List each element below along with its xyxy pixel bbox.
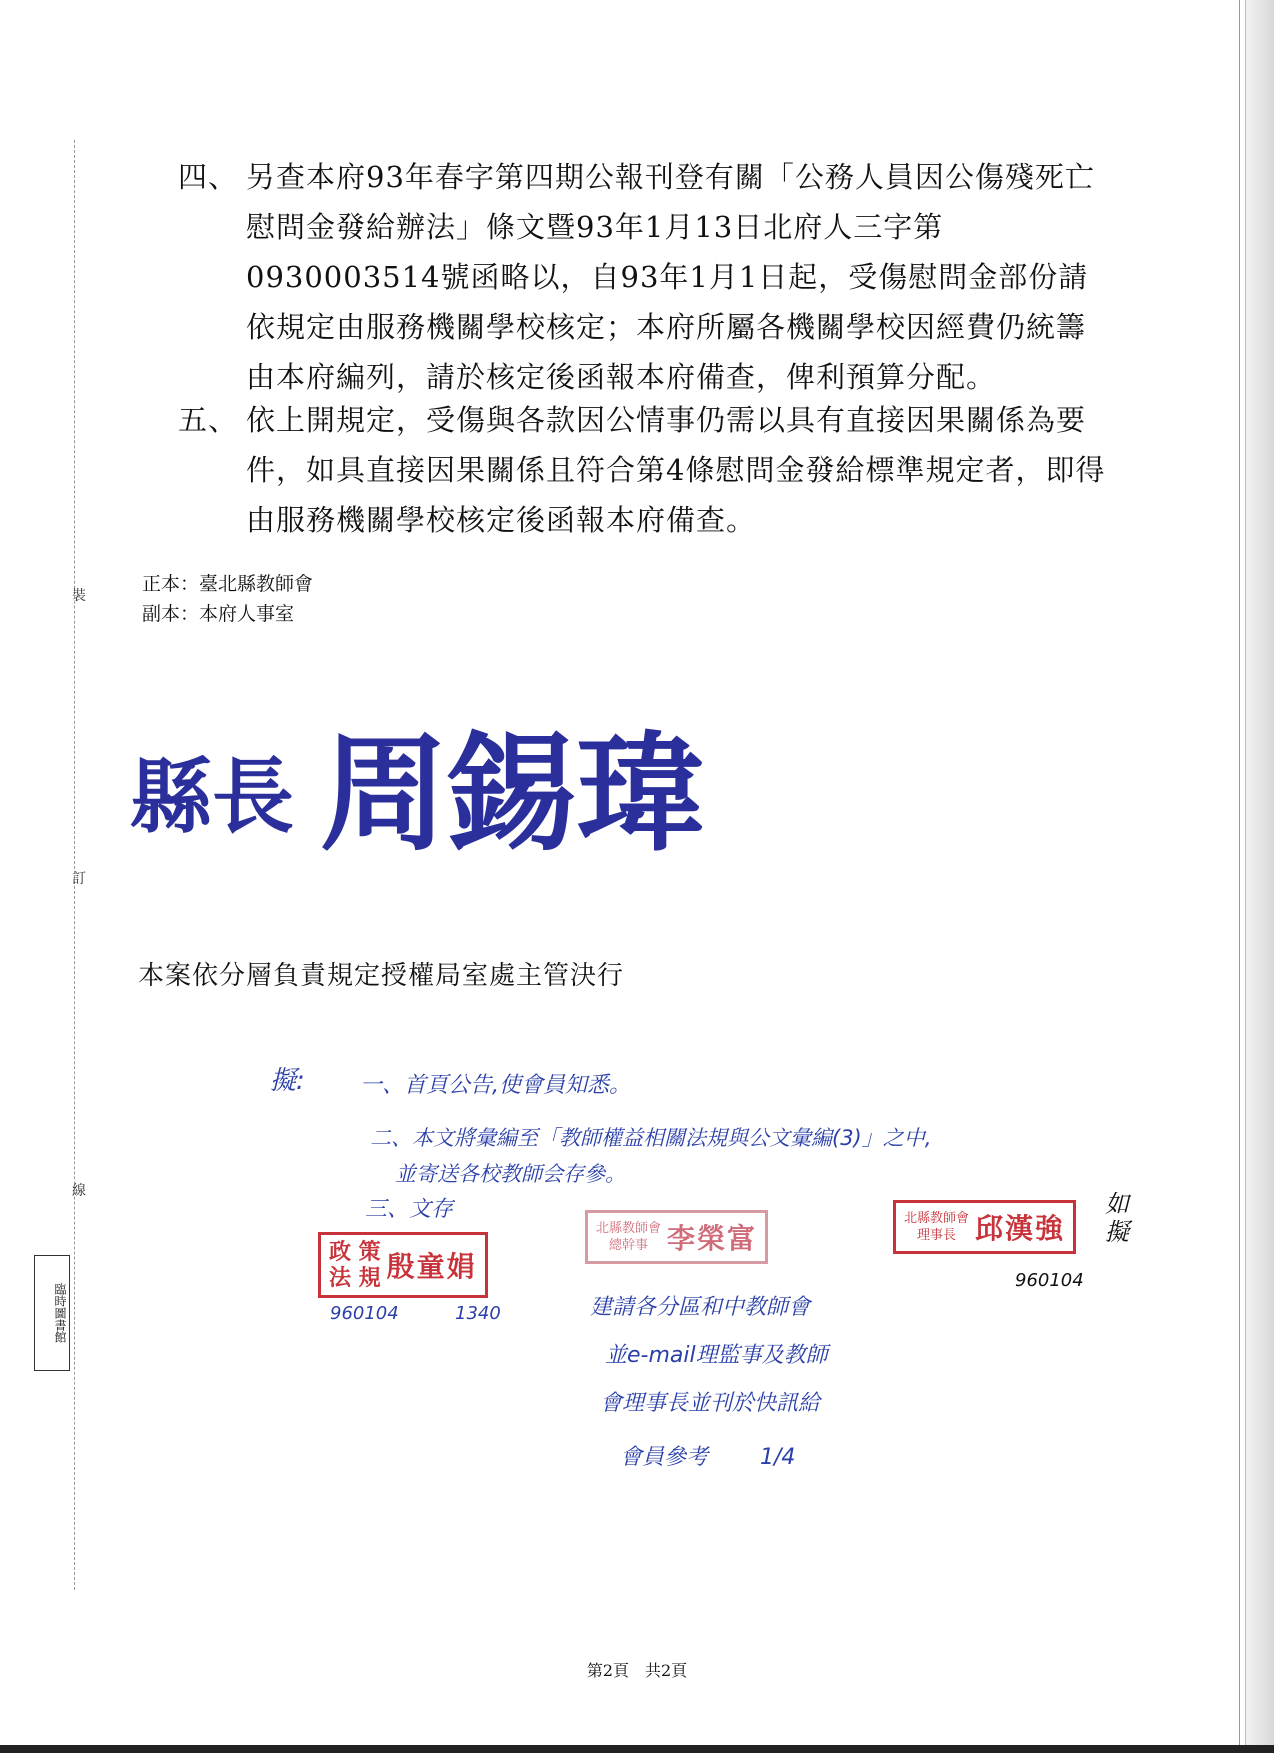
- handwritten-time-policy: 1340: [455, 1303, 501, 1324]
- page-edge-shadow: [1245, 0, 1274, 1753]
- scan-bottom-border: [0, 1745, 1274, 1753]
- binding-line: [74, 140, 75, 1590]
- binding-mark-xian: 線: [72, 1183, 86, 1199]
- handwritten-item-3: 三、文存: [365, 1197, 454, 1222]
- delegation-statement: 本案依分層負責規定授權局室處主管決行: [138, 961, 625, 991]
- paragraph-number: 五、: [178, 403, 239, 437]
- policy-stamp: 政 策 法 規 殷童娟: [318, 1232, 488, 1298]
- handwritten-item-2b: 並寄送各校教師会存參。: [395, 1162, 626, 1186]
- handwritten-ru-ni: 如擬: [1105, 1190, 1129, 1246]
- signature-title: 縣長: [130, 749, 295, 845]
- handwritten-note-date: 1/4: [760, 1445, 796, 1470]
- stamp-name: 邱漢強: [975, 1212, 1066, 1245]
- chair-stamp: 北縣教師會 理事長 邱漢強: [893, 1200, 1076, 1254]
- paragraph-five: [178, 395, 1108, 545]
- cc-main: 正本：臺北縣教師會: [142, 573, 314, 595]
- secretary-stamp: 北縣教師會 總幹事 李榮富: [585, 1210, 768, 1264]
- signature-name: 周錫瑋: [320, 720, 705, 869]
- archive-label: 臨時圖書館: [34, 1255, 70, 1371]
- handwritten-item-2: 二、本文將彙編至「教師權益相關法規與公文彙編(3)」之中,: [370, 1126, 932, 1150]
- page-footer: 第2頁 共2頁: [586, 1661, 688, 1680]
- stamp-name: 殷童娟: [386, 1250, 477, 1283]
- stamp-name: 李榮富: [667, 1222, 758, 1255]
- paragraph-four: [178, 152, 1108, 402]
- handwritten-note-line-2: 並e-mail理監事及教師: [605, 1343, 828, 1368]
- handwritten-proposal-label: 擬:: [270, 1066, 305, 1096]
- paragraph-number: 四、: [178, 160, 239, 194]
- handwritten-note-line-4: 會員參考: [620, 1445, 709, 1470]
- binding-mark-zhuang: 裝: [72, 588, 86, 604]
- page-edge-line: [1239, 0, 1240, 1753]
- binding-mark-ding: 訂: [72, 871, 86, 887]
- handwritten-date-chair: 960104: [1015, 1270, 1084, 1291]
- paragraph-text: 另查本府93年春字第四期公報刊登有關「公務人員因公傷殘死亡慰問金發給辦法」條文暨93年1月13日北府人三字第0930003514號函略以，自93年1月1日起，受傷慰問金部份請依規定由服務機關學校核定；本府所屬各機關學校因經費仍統籌由本府編列，請於核定後函報本府備查，俾利預算分配。: [246, 160, 1095, 394]
- handwritten-date-policy: 960104: [330, 1303, 399, 1324]
- handwritten-note-line-3: 會理事長並刊於快訊給: [600, 1391, 821, 1416]
- magistrate-signature: [130, 720, 810, 870]
- handwritten-note-line-1: 建請各分區和中教師會: [590, 1295, 811, 1320]
- cc-copy: 副本：本府人事室: [142, 603, 295, 625]
- handwritten-item-1: 一、首頁公告,使會員知悉。: [360, 1073, 631, 1098]
- paragraph-text: 依上開規定，受傷與各款因公情事仍需以具有直接因果關係為要件，如具直接因果關係且符合第4條慰問金發給標準規定者，即得由服務機關學校核定後函報本府備查。: [246, 403, 1106, 537]
